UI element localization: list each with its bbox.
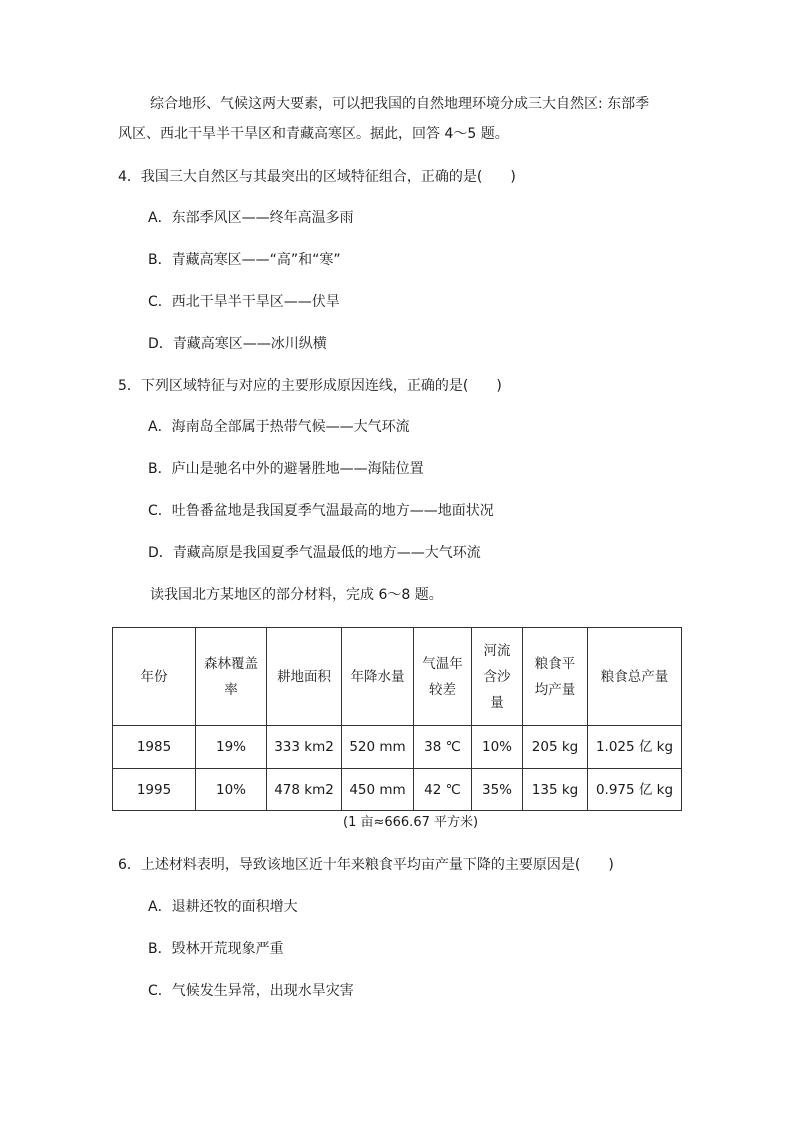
- table-header-cell: 粮食总产量: [588, 628, 682, 726]
- table-cell: 10%: [472, 726, 523, 769]
- table-cell: 42 ℃: [414, 769, 472, 811]
- table-cell: 478 km2: [267, 769, 342, 811]
- table-header-row: [113, 628, 682, 726]
- table-note: (1 亩≈666.67 平方米): [343, 815, 479, 830]
- question-6-stem: 6．上述材料表明，导致该地区近十年来粮食平均亩产量下降的主要原因是( ): [118, 857, 614, 873]
- table-cell: 333 km2: [267, 726, 342, 769]
- question-5-option-c[interactable]: C．吐鲁番盆地是我国夏季气温最高的地方——地面状况: [148, 503, 494, 519]
- material-intro: 读我国北方某地区的部分材料，完成 6～8 题。: [150, 587, 443, 603]
- question-4-option-c[interactable]: C．西北干旱半干旱区——伏旱: [148, 294, 340, 310]
- question-5-option-a[interactable]: A．海南岛全部属于热带气候——大气环流: [148, 419, 410, 435]
- intro-line-2: 风区、西北干旱半干旱区和青藏高寒区。据此，回答 4～5 题。: [118, 126, 509, 142]
- question-5-stem: 5．下列区域特征与对应的主要形成原因连线，正确的是( ): [118, 378, 502, 394]
- table-row: [113, 726, 682, 769]
- table-cell: 1985: [113, 726, 196, 769]
- table-header-cell: 气温年较差: [414, 628, 472, 726]
- table-header-cell: 粮食平均产量: [523, 628, 588, 726]
- table-cell: 450 mm: [342, 769, 414, 811]
- table-header-cell: 耕地面积: [267, 628, 342, 726]
- table-cell: 135 kg: [523, 769, 588, 811]
- question-6-option-b[interactable]: B．毁林开荒现象严重: [148, 941, 284, 957]
- table-cell: 520 mm: [342, 726, 414, 769]
- table-cell: 19%: [196, 726, 267, 769]
- table-header-cell: 森林覆盖率: [196, 628, 267, 726]
- question-5-option-b[interactable]: B．庐山是驰名中外的避暑胜地——海陆位置: [148, 461, 424, 477]
- table-header-cell: 河流含沙量: [472, 628, 523, 726]
- intro-line-1: 综合地形、气候这两大要素，可以把我国的自然地理环境分成三大自然区: 东部季: [150, 96, 650, 112]
- data-table: [112, 627, 682, 811]
- question-6-option-c[interactable]: C．气候发生异常，出现水旱灾害: [148, 983, 354, 999]
- table-cell: 0.975 亿 kg: [588, 769, 682, 811]
- table-cell: 1995: [113, 769, 196, 811]
- table-cell: 38 ℃: [414, 726, 472, 769]
- table-header-cell: 年降水量: [342, 628, 414, 726]
- question-4-option-b[interactable]: B．青藏高寒区——“高”和“寒”: [148, 252, 341, 268]
- question-4-option-a[interactable]: A．东部季风区——终年高温多雨: [148, 210, 354, 226]
- table-header-cell: 年份: [113, 628, 196, 726]
- question-6-option-a[interactable]: A．退耕还牧的面积增大: [148, 899, 298, 915]
- question-5-option-d[interactable]: D．青藏高原是我国夏季气温最低的地方——大气环流: [148, 545, 481, 561]
- table-cell: 10%: [196, 769, 267, 811]
- table-cell: 35%: [472, 769, 523, 811]
- table-cell: 205 kg: [523, 726, 588, 769]
- table-cell: 1.025 亿 kg: [588, 726, 682, 769]
- table-row: [113, 769, 682, 811]
- question-4-option-d[interactable]: D．青藏高寒区——冰川纵横: [148, 336, 327, 352]
- question-4-stem: 4．我国三大自然区与其最突出的区域特征组合，正确的是( ): [118, 169, 516, 185]
